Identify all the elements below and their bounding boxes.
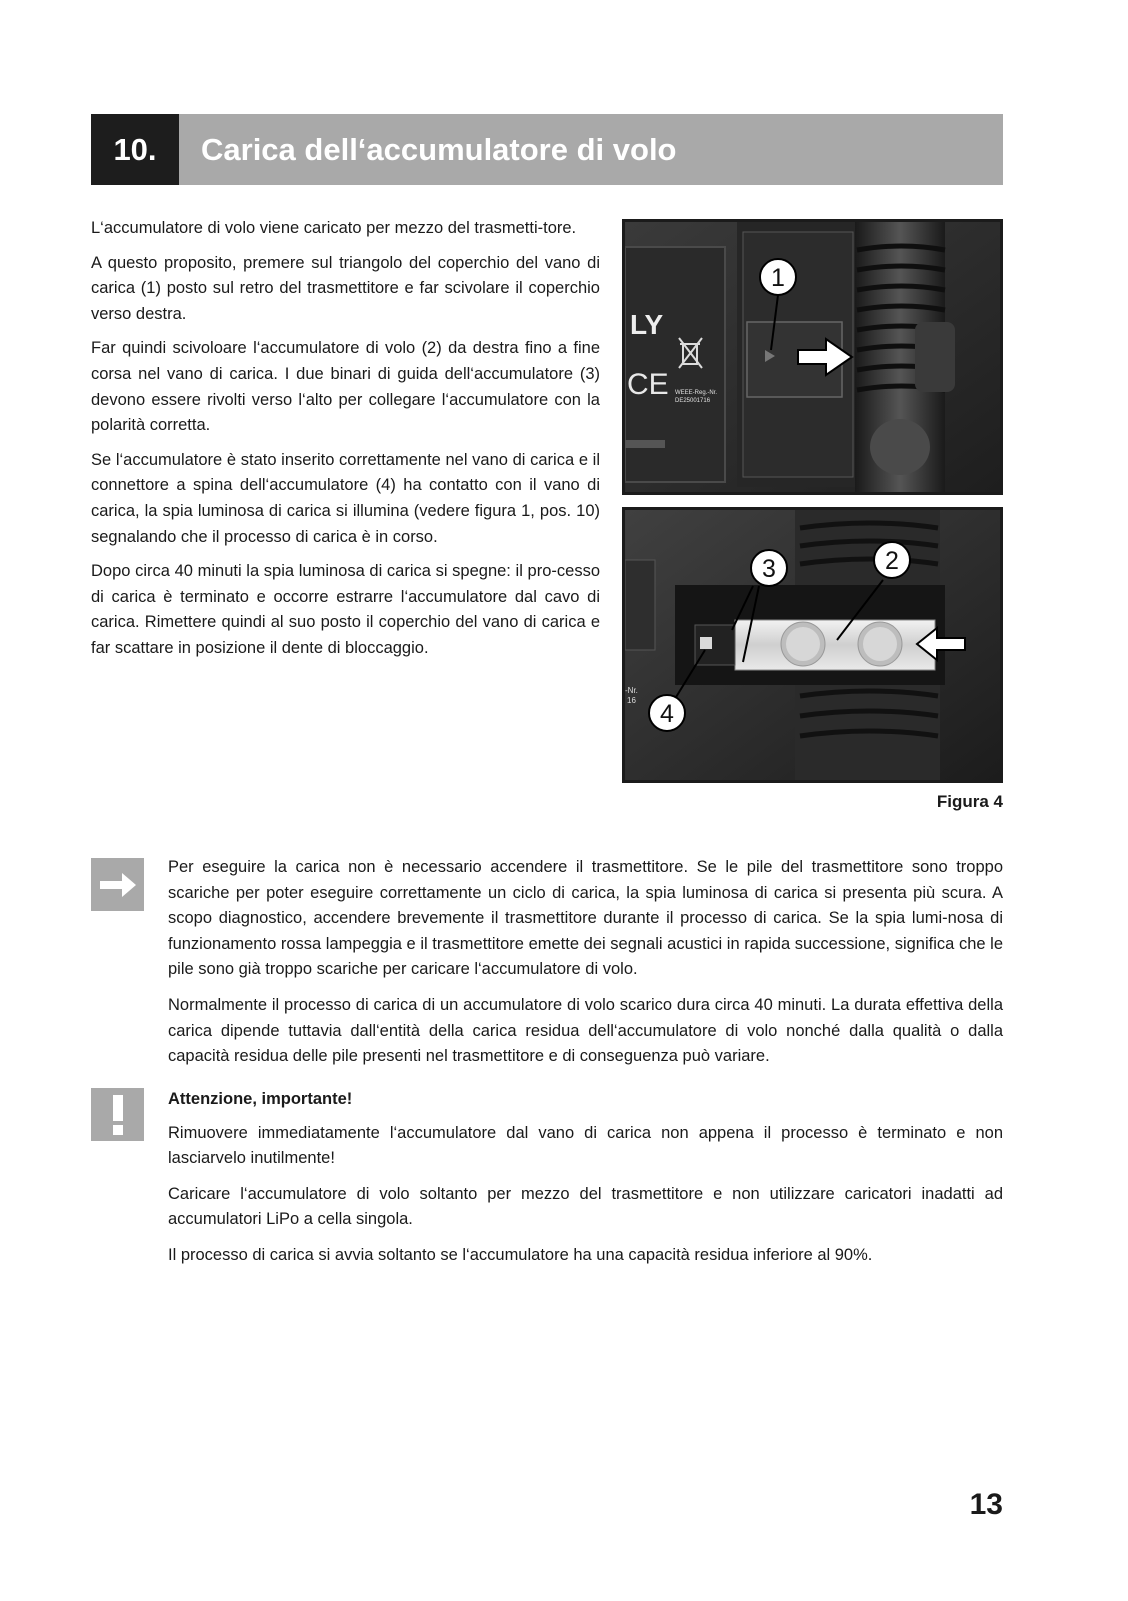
warning-note xyxy=(168,1087,1003,1279)
intro-paragraph: Dopo circa 40 minuti la spia luminosa di carica si spegne: il pro-cesso di carica è terminato e occorre estrarre l‘accumulatore dal cavo di carica. Rimettere quindi al suo posto il coperchio del vano di carica e far scattare in posizione il dente di bloccaggio. xyxy=(91,562,600,657)
callout-2: 2 xyxy=(885,547,899,575)
weee-label-line1: WEEE-Reg.-Nr. xyxy=(675,390,718,396)
warning-paragraph: Rimuovere immediatamente l‘accumulatore dal vano di carica non appena il processo è terminato e non lasciarvelo inutilmente! xyxy=(168,1123,1003,1168)
warning-paragraph: Il processo di carica si avvia soltanto se l‘accumulatore ha una capacità residua inferiore al 90%. xyxy=(168,1245,873,1264)
figure-caption: Figura 4 xyxy=(936,792,1003,811)
photo-battery-cover xyxy=(625,222,1000,492)
intro-paragraph: L‘accumulatore di volo viene caricato per mezzo del trasmetti-tore. xyxy=(91,219,577,237)
callout-3: 3 xyxy=(762,555,776,583)
callout-1: 1 xyxy=(771,264,785,292)
figure-4 xyxy=(622,219,1003,811)
arrow-right-icon xyxy=(91,858,144,911)
section-number: 10. xyxy=(91,114,179,185)
section-title: Carica dell‘accumulatore di volo xyxy=(179,114,1003,185)
callout-4: 4 xyxy=(660,700,674,728)
weee-fragment-1: -Nr. xyxy=(625,686,638,695)
ce-mark: CE xyxy=(627,368,669,401)
photo-battery-insert xyxy=(625,510,1000,780)
weee-label-line2: DE25001716 xyxy=(675,398,711,404)
intro-paragraph: Far quindi scivoloare l‘accumulatore di volo (2) da destra fino a fine corsa nel vano di carica. I due binari di guida dell‘accumulatore (3) devono essere rivolti verso l‘alto per collegare l‘accumulatore con la polarità corretta. xyxy=(91,339,600,435)
info-note xyxy=(168,855,1003,1080)
figure-photo-bottom xyxy=(622,507,1003,783)
figure-photo-top xyxy=(622,219,1003,495)
section-header xyxy=(91,114,1003,185)
exclamation-icon xyxy=(91,1088,144,1141)
page-number: 13 xyxy=(969,1488,1003,1521)
info-paragraph: Per eseguire la carica non è necessario accendere il trasmettitore. Se le pile del trasmettitore sono troppo scariche per poter eseguire correttamente un ciclo di carica, la spia luminosa di carica si presenta più scura. A scopo diagnostico, accendere brevemente il trasmettitore durante il processo di carica. Se la spia lumi-nosa di funzionamento rossa lampeggia e il trasmettitore emette dei segnali acustici in rapida successione, significa che le pile sono già troppo scariche per caricare l‘accumulatore di volo. xyxy=(168,858,1003,979)
photo-brand-fragment: LY xyxy=(630,309,664,340)
warning-paragraph: Caricare l‘accumulatore di volo soltanto per mezzo del trasmettitore e non utilizzare caricatori inadatti ad accumulatori LiPo a cella singola. xyxy=(168,1184,1003,1229)
weee-fragment-2: 16 xyxy=(627,696,636,705)
info-paragraph: Normalmente il processo di carica di un accumulatore di volo scarico dura circa 40 minuti. La durata effettiva della carica dipende tuttavia dall‘entità della carica residua dell‘accumulatore di volo nonché dalla qualità o dalla capacità residua delle pile presenti nel trasmettitore e di conseguenza può variare. xyxy=(168,995,1003,1066)
intro-paragraph: Se l‘accumulatore è stato inserito correttamente nel vano di carica e il connettore a spina dell‘accumulatore (4) ha contatto con il vano di carica, la spia luminosa di carica si illumina (vedere figura 1, pos. 10) segnalando che il processo di carica è in corso. xyxy=(91,450,600,546)
warning-heading: Attenzione, importante! xyxy=(168,1090,353,1108)
intro-paragraph: A questo proposito, premere sul triangolo del coperchio del vano di carica (1) posto sul retro del trasmettitore e far scivolare il coperchio verso destra. xyxy=(91,253,600,323)
intro-text xyxy=(91,216,600,671)
